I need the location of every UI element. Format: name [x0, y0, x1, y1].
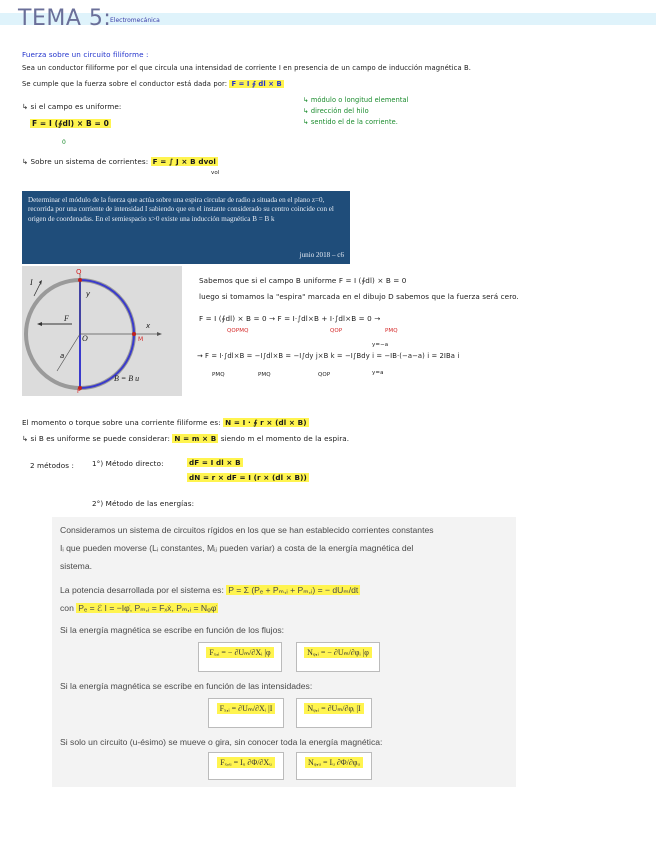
- label-o: O: [82, 334, 88, 343]
- text-line: Se cumple que la fuerza sobre el conductor está dada por: F = I ∮ dl × B: [22, 80, 282, 88]
- torque-formula: N = I · ∮ r × (dl × B): [225, 418, 307, 427]
- torque-uniform-formula: N = m × B: [174, 434, 217, 443]
- solution-line: luego si tomamos la "espira" marcada en el dibujo D sabemos que la fuerza será cero.: [199, 292, 519, 301]
- loop-diagram: [22, 266, 182, 396]
- label-q: Q: [76, 268, 82, 276]
- power-terms: Pₑ = ℰ I = −Iφ̇, Pₘ,ᵢ = Fₓẋ, Pₘ,ᵢ = Nᵩφ̇: [78, 603, 217, 613]
- notes-list: ↳ módulo o longitud elemental ↳ dirección del hilo ↳ sentido el de la corriente.: [303, 96, 409, 126]
- label-x: x: [146, 322, 151, 330]
- integral-sub: PMQ: [212, 372, 225, 378]
- method1-label: 1°) Método directo:: [92, 459, 164, 468]
- label-i: I: [30, 278, 33, 287]
- formula-box: Fₓ,ᵢ = ∂Uₘ/∂Xᵢ |I: [208, 698, 284, 728]
- integral-sub: vol: [211, 170, 220, 176]
- text-line: ↳ si el campo es uniforme:: [22, 102, 122, 111]
- integral-sub: PMQ: [258, 372, 271, 378]
- integral-sub: y=a: [372, 370, 384, 376]
- page-subtitle: Electromecánica: [110, 17, 160, 24]
- loop-figure: [22, 266, 182, 396]
- energies-text: La potencia desarrollada por el sistema es: P = Σ (Pₑ + Pₘ,ᵢ + Pₘ,ᵢ) = − dUₘ/dt: [60, 585, 359, 595]
- label-p: P: [77, 388, 81, 395]
- solution-line: F = I (∮dl) × B = 0 → F = I·∫dl×B + I·∫dl×B = 0 →: [199, 314, 381, 323]
- problem-statement: Determinar el módulo de la fuerza que actúa sobre una espira circular de radio a situada en el plano z=0, recorrida por una corriente de intensidad I sabiendo que en el instante considerado su centro coincide con el origen de coordenadas. En el semiespacio x>0 existe una inducción magnética B = B k junio 2018 – c6: [22, 191, 350, 264]
- problem-date: junio 2018 – c6: [299, 250, 344, 259]
- solution-line: → F = I·∫dl×B = −I∫dl×B = −I∫dy j×B k = −I∫Bdy i = −IB·(−a−a) i = 2IBa i: [197, 352, 460, 360]
- formula-box: Fₓ,ᵢ = − ∂Uₘ/∂Xᵢ |φ: [198, 642, 282, 672]
- integral-sub: QOP: [330, 328, 343, 334]
- power-formula: P = Σ (Pₑ + Pₘ,ᵢ + Pₘ,ᵢ) = − dUₘ/dt: [228, 585, 359, 595]
- text-line: Sea un conductor filiforme por el que circula una intensidad de corriente I en presencia de un campo de inducción magnética B.: [22, 64, 472, 72]
- solution-line: Sabemos que si el campo B uniforme F = I (∮dl) × B = 0: [199, 276, 407, 285]
- force-formula: F = I ∮ dl × B: [231, 80, 282, 88]
- torque-line: ↳ si B es uniforme se puede considerar: N = m × B siendo m el momento de la espira.: [22, 434, 350, 443]
- torque-line: El momento o torque sobre una corriente filiforme es: N = I · ∮ r × (dl × B): [22, 418, 307, 427]
- energies-text: Iᵢ que pueden moverse (Lᵢ constantes, Mᵢⱼ pueden variar) a costa de la energía magnética del: [60, 543, 414, 553]
- label-b: B = B u: [114, 374, 140, 383]
- energies-text: con Pₑ = ℰ I = −Iφ̇, Pₘ,ᵢ = Fₓẋ, Pₘ,ᵢ = Nᵩφ̇: [60, 603, 217, 613]
- method1-formula-2: dN = r × dF = I (r × (dl × B)): [189, 473, 307, 482]
- formula-box: Nᵩ,ᵢ = ∂Uₘ/∂φᵢ |I: [296, 698, 372, 728]
- label-y: y: [86, 290, 91, 298]
- text-line: ↳ Sobre un sistema de corrientes: F = ∫ J × B dvol: [22, 157, 216, 166]
- method2-label: 2°) Método de las energías:: [92, 499, 195, 508]
- integral-sup: y=−a: [372, 342, 389, 348]
- label-m: M: [138, 336, 144, 343]
- label-f: F: [64, 314, 69, 323]
- integral-sub: QOPMQ: [227, 328, 249, 334]
- formula-box: Nᵩ,ᵢ = − ∂Uₘ/∂φᵢ |φ: [296, 642, 380, 672]
- energies-heading: Si la energía magnética se escribe en función de los flujos:: [60, 625, 285, 635]
- system-formula: F = ∫ J × B dvol: [152, 157, 216, 166]
- uniform-formula: F = I (∮dl) × B = 0: [32, 119, 109, 128]
- energies-heading: Si la energía magnética se escribe en función de las intensidades:: [60, 681, 313, 691]
- formula-box: Fₓ,ᵤ = Iᵤ ∂Φ/∂Xᵤ: [208, 752, 284, 780]
- section-heading: Fuerza sobre un circuito filiforme :: [22, 50, 149, 59]
- energies-text: Consideramos un sistema de circuitos rígidos en los que se han establecido corrientes constantes: [60, 525, 434, 535]
- page-title: TEMA 5:: [18, 6, 112, 31]
- energies-heading: Si solo un circuito (u-ésimo) se mueve o gira, sin conocer toda la energía magnética:: [60, 737, 383, 747]
- label-a: a: [60, 352, 65, 360]
- integral-sub: QOP: [318, 372, 331, 378]
- energies-text: sistema.: [60, 561, 92, 571]
- method1-formula-1: dF = I dl × B: [189, 458, 241, 467]
- zero-note: 0: [62, 139, 66, 146]
- methods-label: 2 métodos :: [30, 461, 75, 470]
- integral-sub: PMQ: [385, 328, 398, 334]
- formula-box: Nᵩ,ᵤ = Iᵤ ∂Φ/∂φᵤ: [296, 752, 372, 780]
